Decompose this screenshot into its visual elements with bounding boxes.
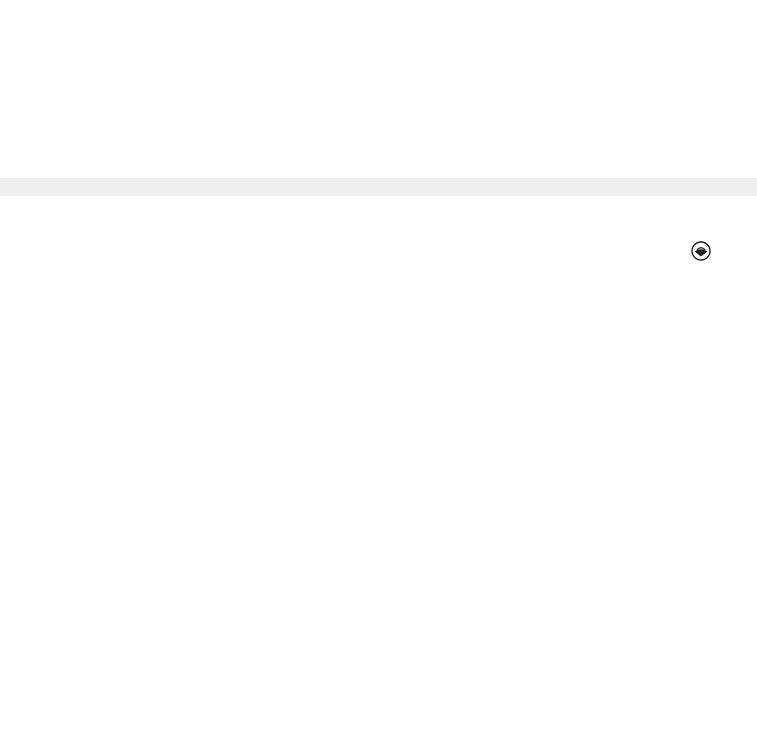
running-head [683,240,725,262]
page-break-divider [0,178,757,196]
publisher-logo-icon [691,241,711,261]
